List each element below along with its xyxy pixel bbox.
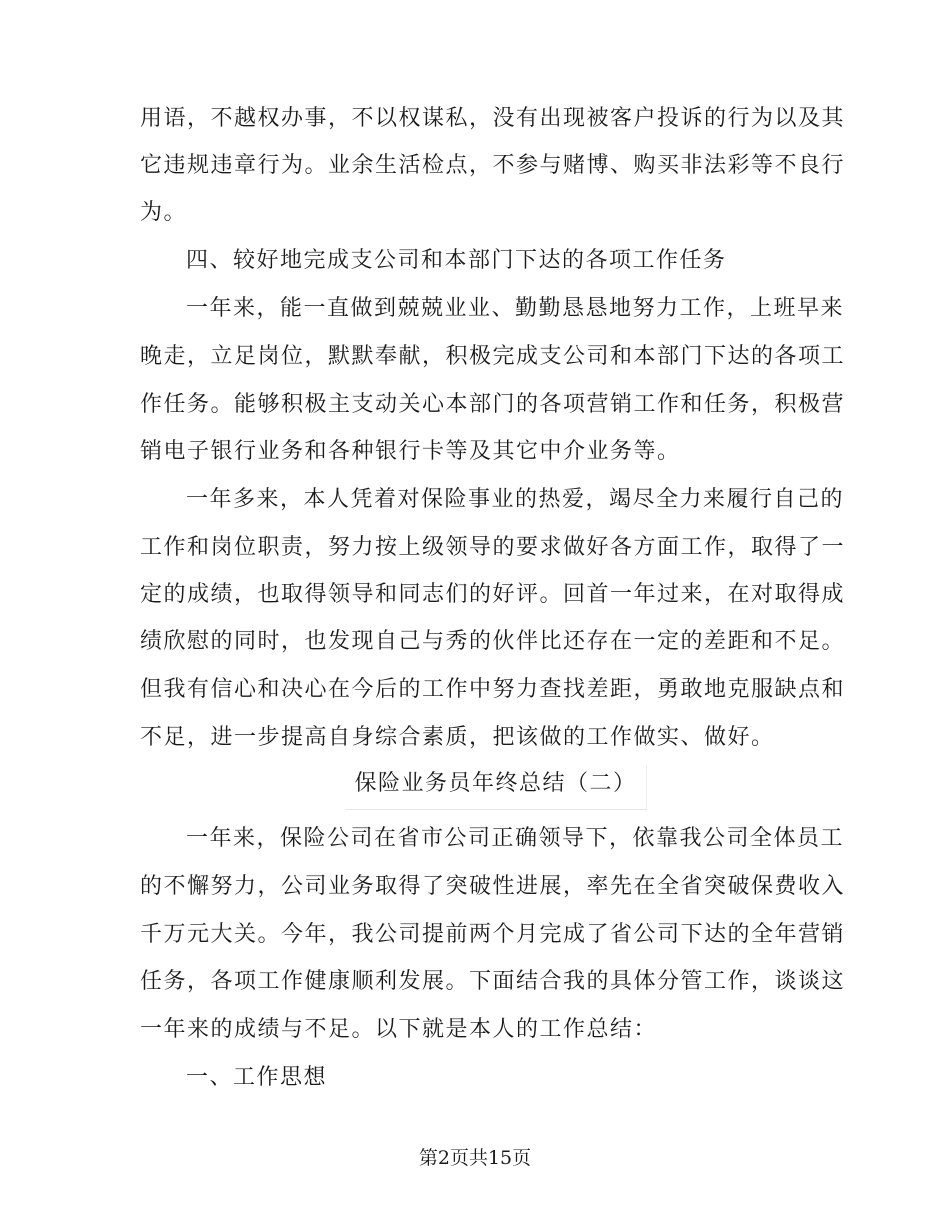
paragraph-line: 晚走，立足岗位，默默奉献，积极完成支公司和本部门下达的各项工: [140, 344, 846, 369]
paragraph-line: 但我有信心和决心在今后的工作中努力查找差距，勇敢地克服缺点和: [140, 677, 846, 702]
paragraph-line: 千万元大关。今年，我公司提前两个月完成了省公司下达的全年营销: [140, 922, 846, 947]
paragraph-line: 作任务。能够积极主支动关心本部门的各项营销工作和任务，积极营: [140, 392, 846, 417]
paragraph-line: 工作和岗位职责，努力按上级领导的要求做好各方面工作，取得了一: [140, 535, 846, 560]
section-heading: 四、较好地完成支公司和本部门下达的各项工作任务: [186, 248, 727, 273]
paragraph-line: 一年来，保险公司在省市公司正确领导下，依靠我公司全体员工: [186, 826, 845, 851]
paragraph-line: 为。: [140, 200, 188, 225]
paragraph-line: 定的成绩，也取得领导和同志们的好评。回首一年过来，在对取得成: [140, 582, 846, 607]
paragraph-line: 一年来，能一直做到兢兢业业、勤勤恳恳地努力工作，上班早来: [186, 296, 845, 321]
paragraph-line: 的不懈努力，公司业务取得了突破性进展，率先在全省突破保费收入: [140, 874, 846, 899]
paragraph-line: 一年多来，本人凭着对保险事业的热爱，竭尽全力来履行自己的: [186, 487, 845, 512]
paragraph-line: 用语，不越权办事，不以权谋私，没有出现被客户投诉的行为以及其: [140, 106, 846, 131]
paragraph-line: 销电子银行业务和各种银行卡等及其它中介业务等。: [140, 439, 681, 464]
paragraph-line: 它违规违章行为。业余生活检点，不参与赌博、购买非法彩等不良行: [140, 153, 846, 178]
paragraph-line: 不足，进一步提高自身综合素质，把该做的工作做实、做好。: [140, 725, 775, 750]
paragraph-line: 绩欣慰的同时，也发现自己与秀的伙伴比还存在一定的差距和不足。: [140, 629, 846, 654]
paragraph-line: 一年来的成绩与不足。以下就是本人的工作总结：: [140, 1017, 658, 1042]
article-title: 保险业务员年终总结（二）: [345, 765, 647, 810]
section-heading: 一、工作思想: [186, 1065, 328, 1090]
paragraph-line: 任务，各项工作健康顺利发展。下面结合我的具体分管工作，谈谈这: [140, 969, 846, 994]
page-number: 第2页共15页: [418, 1147, 532, 1169]
